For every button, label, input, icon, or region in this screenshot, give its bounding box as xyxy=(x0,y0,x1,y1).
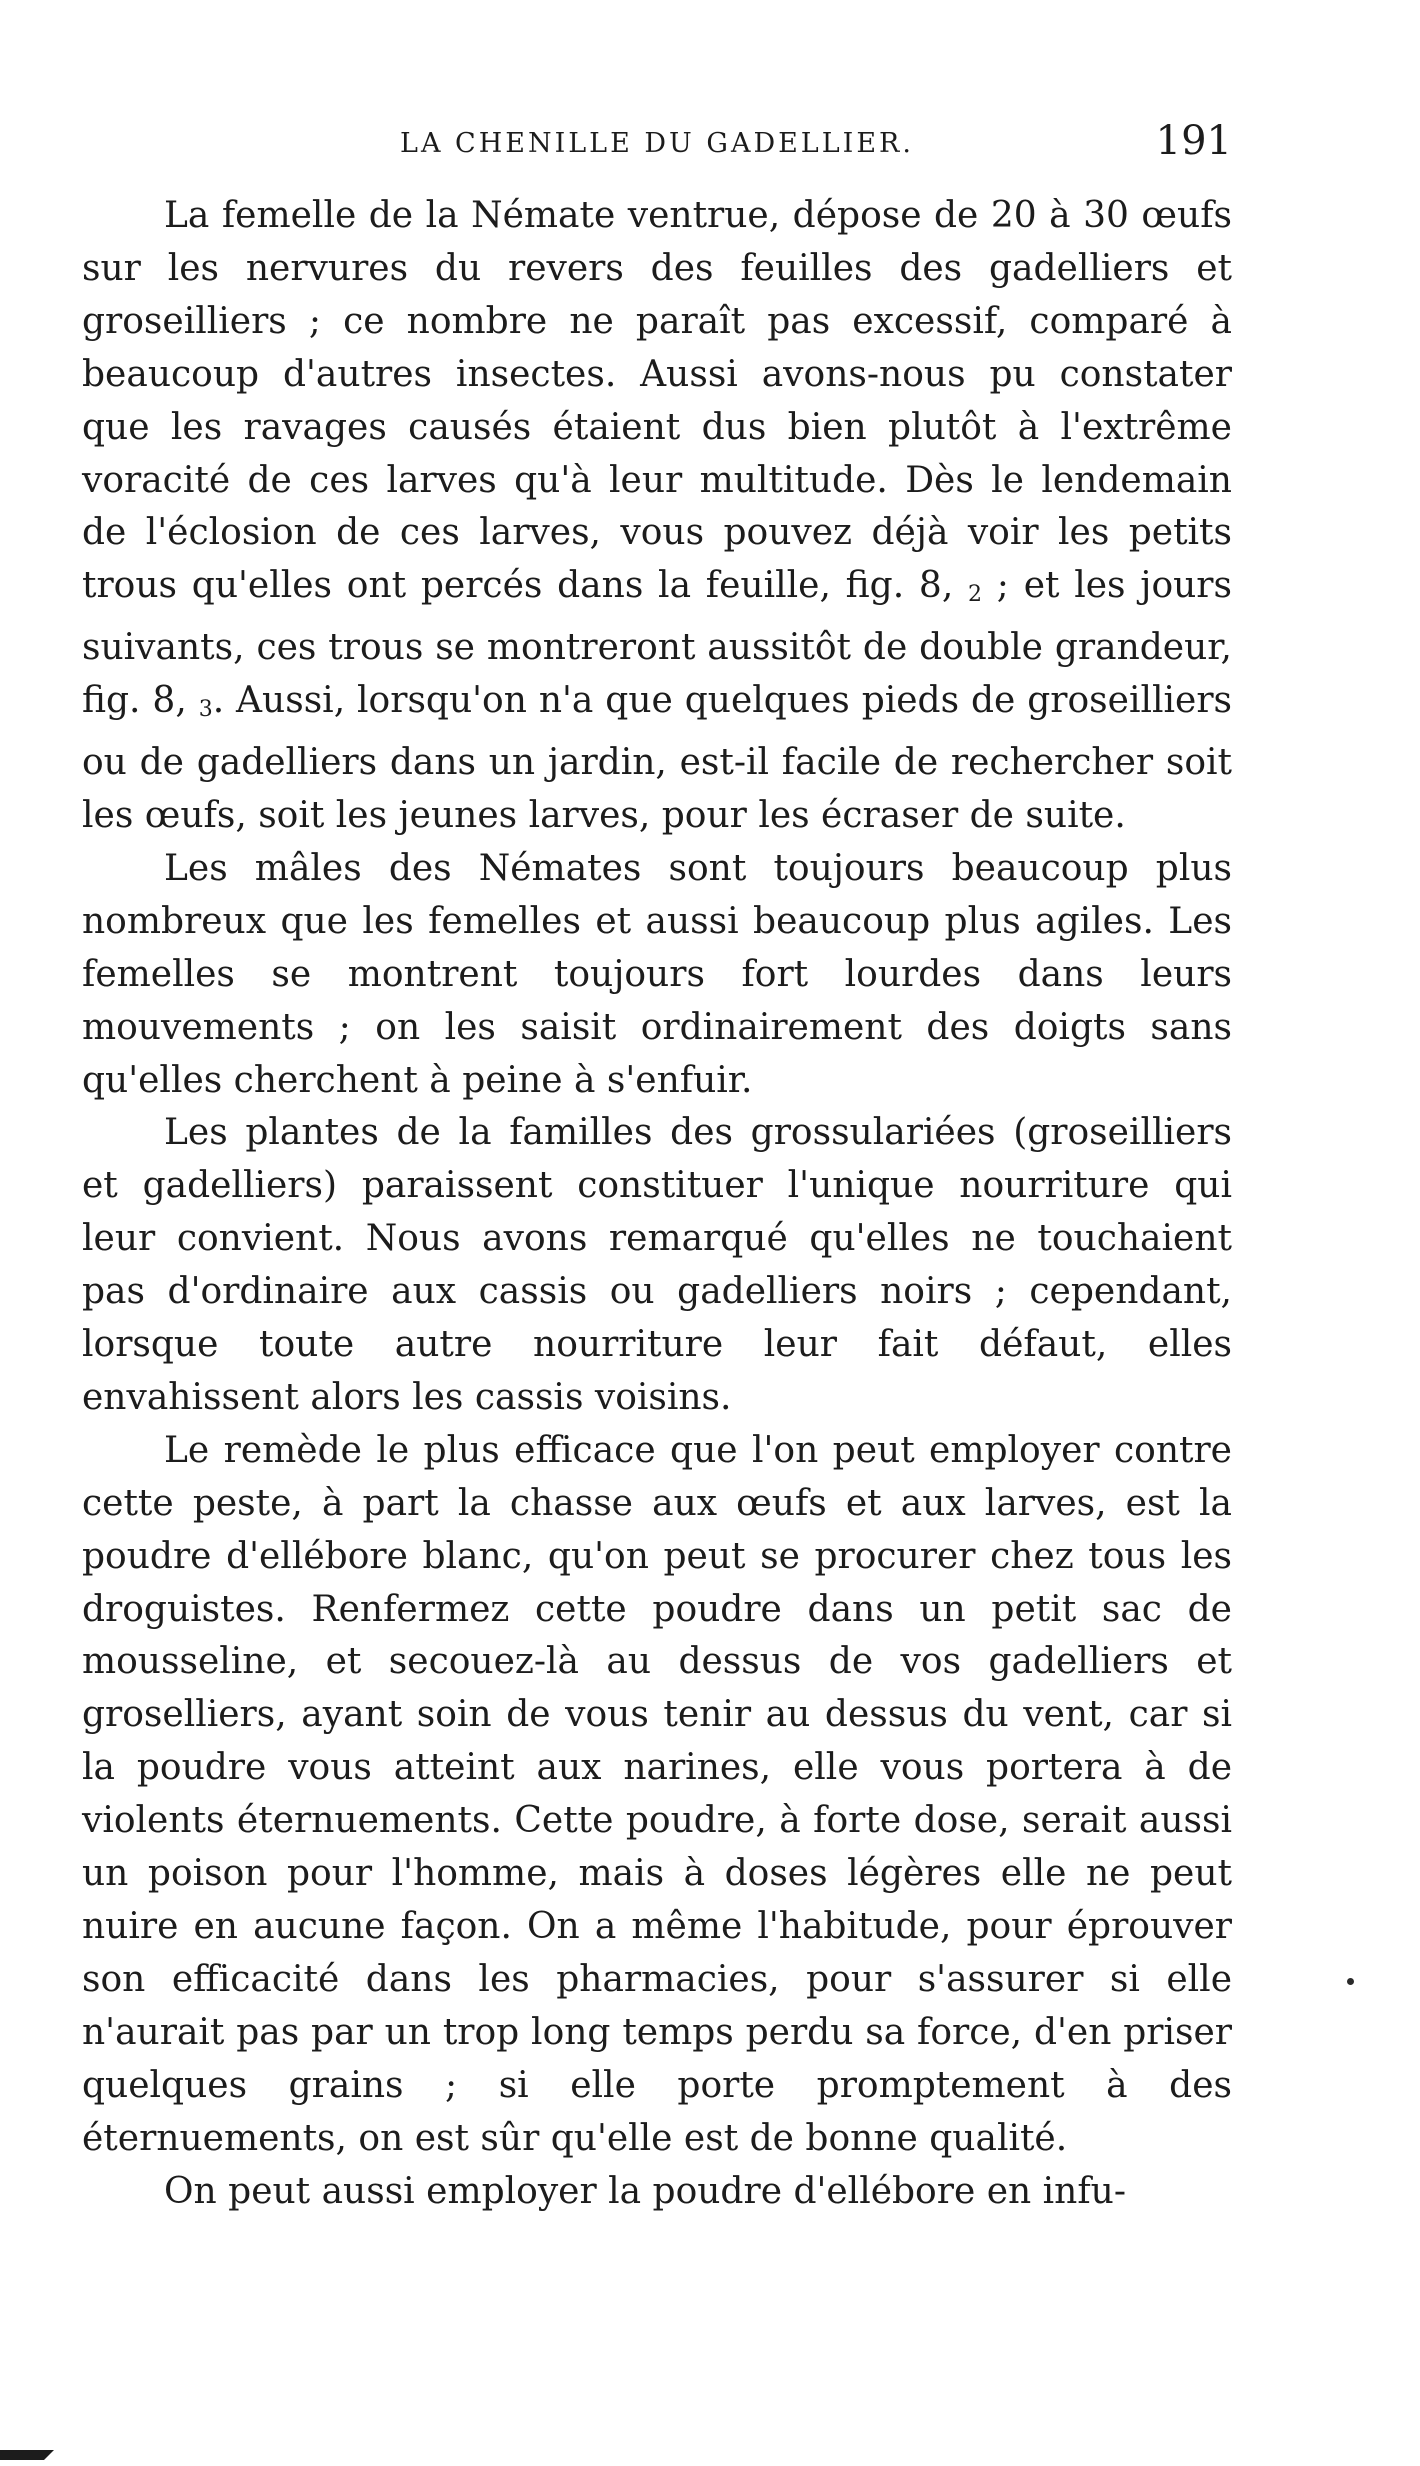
figure-ref-2: 2 xyxy=(968,582,983,608)
paragraph-3: Les plantes de la familles des grossulariées (groseilliers et gadelliers) paraissent constituer l'unique nourriture qui leur convient. Nous avons remarqué qu'elles ne touchaient pas d'ordinaire aux cassis ou gadelliers noirs ; cependant, lorsque toute autre nourriture leur fait défaut, elles envahissent alors les cassis voisins. xyxy=(82,1112,1232,1418)
paragraph-1 xyxy=(82,190,1232,843)
paragraph-2: Les mâles des Némates sont toujours beaucoup plus nombreux que les femelles et aussi beaucoup plus agiles. Les femelles se montrent toujours fort lourdes dans leurs mouvements ; on les saisit ordinairement des doigts sans qu'elles cherchent à peine à s'enfuir. xyxy=(82,847,1232,1101)
running-head xyxy=(82,118,1232,170)
figure-ref-3: 3 xyxy=(198,697,213,723)
margin-speck xyxy=(1347,1978,1354,1985)
page-number: 191 xyxy=(1155,118,1232,164)
paragraph-4: Le remède le plus efficace que l'on peut employer contre cette peste, à part la chasse aux œufs et aux larves, est la poudre d'ellébore blanc, qu'on peut se procurer chez tous les droguistes. Renfermez cette poudre dans un petit sac de mousseline, et secouez-là au dessus de vos gadelliers et groselliers, ayant soin de vous tenir au dessus du vent, car si la poudre vous atteint aux narines, elle vous portera à de violents éternuements. Cette poudre, à forte dose, serait aussi un poison pour l'homme, mais à doses légères elle ne peut nuire en aucune façon. On a même l'habitude, pour éprouver son efficacité dans les pharmacies, pour s'assurer si elle n'aurait pas par un trop long temps perdu sa force, d'en priser quelques grains ; si elle porte promptement à des éternuements, on est sûr qu'elle est de bonne qualité. xyxy=(82,1429,1232,2159)
book-page xyxy=(82,0,1232,2466)
paragraph-5: On peut aussi employer la poudre d'ellébore en infu- xyxy=(164,2170,1126,2212)
paragraph-1-text-c: . Aussi, lorsqu'on n'a que quelques pieds de groseilliers ou de gadelliers dans un jardin, est-il facile de rechercher soit les œufs, soit les jeunes larves, pour les écraser de suite. xyxy=(82,680,1232,836)
paragraph-1-text-b: ; et les jours suivants, ces trous se montreront aussitôt de double grandeur, fig. 8, xyxy=(82,565,1232,722)
corner-scan-mark xyxy=(0,2450,54,2460)
paragraph-1-text-a: La femelle de la Némate ventrue, dépose de 20 à 30 œufs sur les nervures du revers des feuilles des gadelliers et groseilliers ; ce nombre ne paraît pas excessif, comparé à beaucoup d'autres insectes. Aussi avons-nous pu constater que les ravages causés étaient dus bien plutôt à l'extrême voracité de ces larves qu'à leur multitude. Dès le lendemain de l'éclosion de ces larves, vous pouvez déjà voir les petits trous qu'elles ont percés dans la feuille, fig. 8, xyxy=(82,195,1232,607)
running-title: LA CHENILLE DU GADELLIER. xyxy=(400,128,914,159)
body-text xyxy=(82,190,1232,2218)
